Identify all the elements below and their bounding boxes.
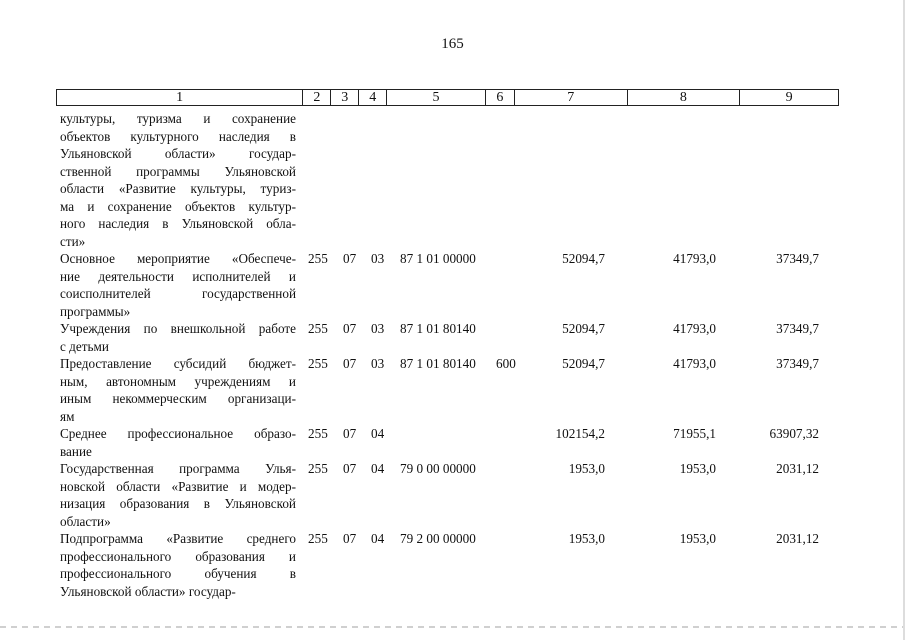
description-line: Учреждения по внешкольной работе — [60, 321, 296, 336]
description-line: Ульяновской области» государ- — [60, 583, 236, 599]
table-row — [60, 425, 840, 460]
description-line: Ульяновской области» государ- — [60, 146, 296, 161]
description-line: Среднее профессиональное образо- — [60, 426, 296, 441]
cell-c5: 79 0 00 00000 — [400, 461, 476, 476]
cell-c7: 1953,0 — [568, 461, 605, 476]
cell-c2: 255 — [308, 461, 328, 476]
row-description — [60, 355, 296, 425]
cell-c3: 07 — [343, 426, 357, 441]
cell-c7: 52094,7 — [562, 251, 605, 266]
header-col-5: 5 — [387, 90, 486, 105]
cell-c4: 04 — [371, 461, 385, 476]
header-col-1: 1 — [57, 90, 303, 105]
header-col-8: 8 — [628, 90, 741, 105]
cell-c9: 2031,12 — [776, 461, 819, 476]
cell-c4: 04 — [371, 426, 385, 441]
cell-c2: 255 — [308, 251, 328, 266]
description-line: Основное мероприятие «Обеспече- — [60, 251, 296, 266]
row-description — [60, 320, 296, 355]
cell-c3: 07 — [343, 356, 357, 371]
cell-c2: 255 — [308, 426, 328, 441]
cell-c8: 41793,0 — [673, 251, 716, 266]
cell-c4: 04 — [371, 531, 385, 546]
cell-c4: 03 — [371, 321, 385, 336]
cell-c3: 07 — [343, 461, 357, 476]
page-number: 165 — [441, 36, 464, 52]
description-line: программы» — [60, 303, 131, 319]
row-description — [60, 250, 296, 320]
table-row — [60, 320, 840, 355]
header-col-9: 9 — [785, 90, 793, 105]
row-description — [60, 110, 296, 250]
header-col-2: 2 — [303, 90, 331, 105]
cell-c2: 255 — [308, 321, 328, 336]
cell-c9: 37349,7 — [776, 251, 819, 266]
cell-c3: 07 — [343, 531, 357, 546]
header-col-3: 3 — [331, 90, 359, 105]
description-line: иным некоммерческим организаци- — [60, 391, 296, 406]
cell-c2: 255 — [308, 356, 328, 371]
description-line: сти» — [60, 233, 86, 249]
row-description — [60, 425, 296, 460]
table-header — [56, 89, 839, 106]
description-line: ние деятельности исполнителей и — [60, 268, 296, 284]
cell-c8: 1953,0 — [679, 461, 716, 476]
cell-c4: 03 — [371, 251, 385, 266]
description-line: Подпрограмма «Развитие среднего — [60, 531, 296, 546]
header-col-4: 4 — [359, 90, 387, 105]
description-line: объектов культурного наследия в — [60, 128, 296, 144]
cell-c9: 37349,7 — [776, 356, 819, 371]
table-row — [60, 355, 840, 425]
cell-c7: 52094,7 — [562, 356, 605, 371]
header-col-7: 7 — [515, 90, 628, 105]
cell-c8: 1953,0 — [679, 531, 716, 546]
cell-c3: 07 — [343, 251, 357, 266]
scan-artifact-line — [0, 626, 905, 628]
description-line: ственной программы Ульяновской — [60, 163, 296, 179]
cell-c5: 87 1 01 80140 — [400, 356, 476, 371]
cell-c8: 71955,1 — [673, 426, 716, 441]
table-body — [60, 110, 840, 600]
description-line: Предоставление субсидий бюджет- — [60, 356, 296, 371]
cell-c4: 03 — [371, 356, 385, 371]
cell-c7: 102154,2 — [555, 426, 605, 441]
description-line: культуры, туризма и сохранение — [60, 111, 296, 126]
description-line: с детьми — [60, 338, 109, 354]
table-row — [60, 250, 840, 320]
description-line: Государственная программа Улья- — [60, 461, 296, 476]
cell-c5: 87 1 01 80140 — [400, 321, 476, 336]
cell-c5: 79 2 00 00000 — [400, 531, 476, 546]
description-line: новской области «Развитие и модер- — [60, 478, 296, 494]
cell-c9: 2031,12 — [776, 531, 819, 546]
description-line: ным, автономным учреждениям и — [60, 373, 296, 389]
cell-c5: 87 1 01 00000 — [400, 251, 476, 266]
cell-c8: 41793,0 — [673, 356, 716, 371]
description-line: соисполнителей государственной — [60, 286, 296, 301]
description-line: профессионального образования и — [60, 548, 296, 564]
cell-c9: 63907,32 — [769, 426, 819, 441]
cell-c9: 37349,7 — [776, 321, 819, 336]
description-line: ного наследия в Ульяновской обла- — [60, 216, 296, 231]
description-line: низация образования в Ульяновской — [60, 496, 296, 511]
cell-c7: 1953,0 — [568, 531, 605, 546]
description-line: вание — [60, 443, 92, 459]
description-line: ям — [60, 408, 75, 424]
cell-c3: 07 — [343, 321, 357, 336]
header-col-6: 6 — [486, 90, 515, 105]
description-line: области» — [60, 513, 111, 529]
table-row — [60, 110, 840, 250]
description-line: области «Развитие культуры, туриз- — [60, 181, 296, 196]
table-row — [60, 460, 840, 530]
description-line: профессионального обучения в — [60, 566, 296, 581]
cell-c7: 52094,7 — [562, 321, 605, 336]
cell-c8: 41793,0 — [673, 321, 716, 336]
row-description — [60, 460, 296, 530]
cell-c6: 600 — [496, 356, 516, 371]
cell-c2: 255 — [308, 531, 328, 546]
row-description — [60, 530, 296, 600]
description-line: ма и сохранение объектов культур- — [60, 198, 296, 214]
table-row — [60, 530, 840, 600]
